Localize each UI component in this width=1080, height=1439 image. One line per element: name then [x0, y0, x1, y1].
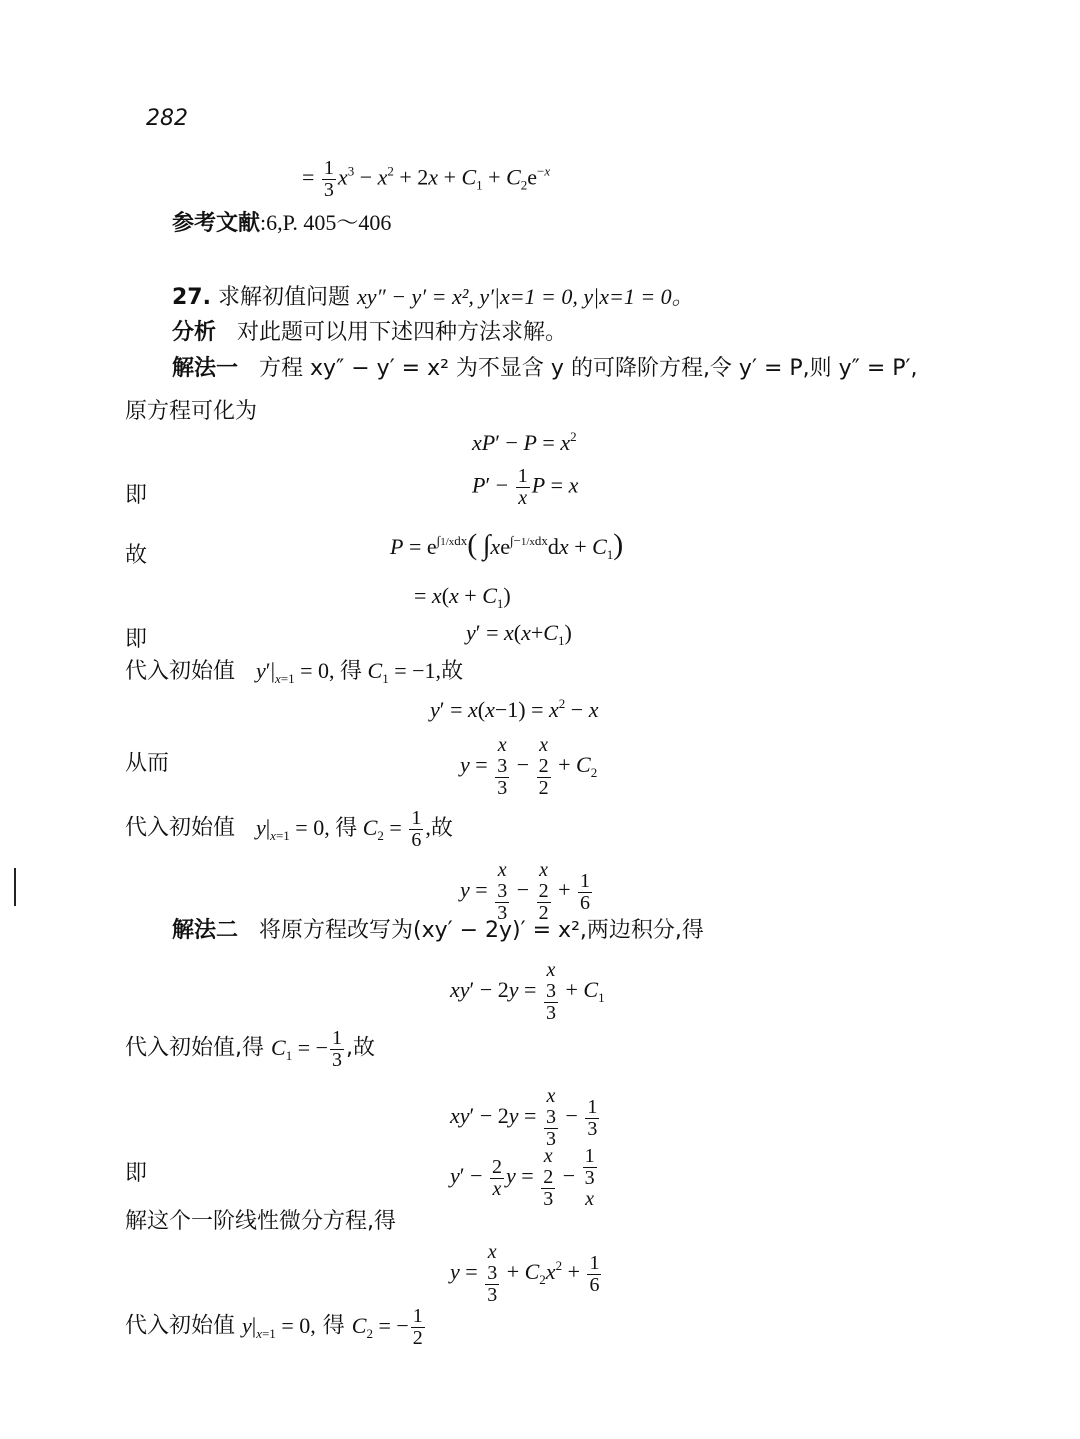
m1-sub2-text: 代入初始值 — [125, 815, 236, 841]
method1-label: 解法一 — [172, 356, 239, 381]
m2-eq3: y′ − $\frac{2}{x}$ y = x 2 3 − 1 3 x — [450, 1145, 595, 1210]
m1-eq4: = $x(x + C_1)$ — [414, 583, 511, 611]
m1-eq3: $P = e^{\int 1/xdx}$( $\int xe^{\int-1/xdx}dx + C_1$) — [390, 528, 624, 562]
method1-intro-text: 方程 xy″ − y′ = x² 为不显含 y 的可降阶方程,令 y′ = P,则 y″ = P′, — [259, 356, 918, 381]
m1-eq1: $xP' - P = x^2$ — [472, 429, 577, 455]
m1-eq8: y = x 3 3 − x 2 2 + $\frac{1}{6}$ — [460, 859, 591, 924]
m1-ji2-label: 即 — [125, 627, 148, 652]
method2-label: 解法二 — [172, 918, 239, 943]
m1-sub1-eq: $y'|_{x=1} = 0$, 得 $C_1 = -1$,故 — [256, 658, 464, 686]
reference-line — [172, 212, 391, 235]
method2-intro — [172, 920, 704, 942]
equation-carryover: = $\frac{1}{3}$ $x^3 - x^2 + 2x + C_1 + C_2e^{-x}$ — [302, 157, 551, 201]
m1-ji-label: 即 — [125, 483, 148, 508]
reference-label: 参考文献 — [172, 211, 261, 236]
m1-sub2 — [125, 808, 453, 851]
reference-text: :6,P. 405～406 — [260, 210, 392, 235]
method2-intro-text: 将原方程改写为(xy′ − 2y)′ = x²,两边积分,得 — [259, 918, 704, 943]
problem-equation: xy″ − y′ = x², y′|x=1 = 0, y|x=1 = 0。 — [357, 284, 694, 309]
m2-eq2: xy′ − 2y = x 3 3 − $\frac{1}{3}$ — [450, 1085, 598, 1150]
method1-intro2: 原方程可化为 — [125, 399, 258, 424]
m1-gu-label: 故 — [125, 543, 148, 568]
m1-sub1-text: 代入初始值 — [125, 659, 236, 684]
problem-statement — [172, 286, 694, 309]
page-number: 282 — [146, 106, 188, 131]
m2-ji-label: 即 — [125, 1161, 148, 1186]
m1-sub1 — [125, 660, 463, 685]
m1-eq7: y = x 3 3 − x 2 2 + $C_2$ — [460, 734, 598, 799]
m1-eq2: P′ − $\frac{1}{x}$ P = x — [472, 465, 579, 509]
m2-eq1: xy′ − 2y = x 3 3 + $C_1$ — [450, 959, 605, 1024]
analysis-label: 分析 — [172, 320, 217, 345]
m1-eq5: $y' = x(x+C_1)$ — [466, 620, 572, 648]
m1-sub2-eq: $y|_{x=1} = 0$, 得 $C_2$ = $\frac{1}{6}$ ,故 — [256, 807, 453, 851]
m1-eq6: $y' = x(x-1) = x^2 - x$ — [430, 696, 599, 722]
m1-congre-label: 从而 — [125, 751, 170, 776]
m2-solve: 解这个一阶线性微分方程,得 — [125, 1209, 396, 1234]
m2-sub1: 代入初始值,得 $C_1$ = − $\frac{1}{3}$ ,故 — [125, 1027, 376, 1071]
problem-prefix: 求解初值问题 — [217, 285, 350, 310]
m2-sub2: 代入初始值 $y|_{x=1} = 0$, 得 $C_2$ = − $\frac{1}{2}$ — [125, 1305, 423, 1349]
problem-number: 27. — [172, 285, 211, 310]
analysis-line — [172, 322, 567, 344]
method1-intro — [172, 358, 918, 380]
analysis-text: 对此题可以用下述四种方法求解。 — [237, 320, 568, 345]
margin-mark — [14, 868, 16, 906]
m2-eq4: y = x 3 3 + $C_2x^2$ + $\frac{1}{6}$ — [450, 1241, 600, 1306]
